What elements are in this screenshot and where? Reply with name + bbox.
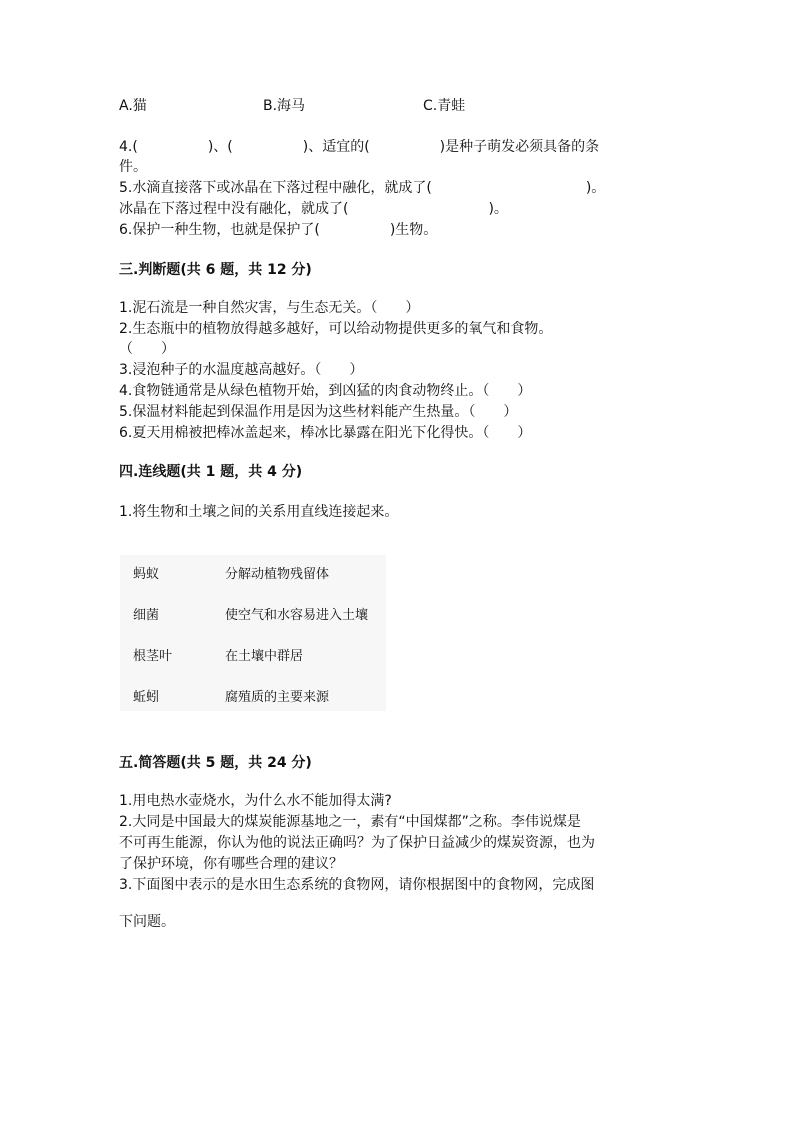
list-item: （ ） [119, 341, 175, 357]
list-item: 3.浸泡种子的水温度越高越好。（ ） [119, 362, 364, 378]
fill-blank-line: 冰晶在下落过程中没有融化，就成了( )。 [119, 201, 508, 217]
list-item: 不可再生能源，你认为他的说法正确吗？为了保护日益减少的煤炭资源，也为 [119, 835, 595, 851]
option-c: C.青蛙 [423, 98, 466, 114]
fill-blank-line: 5.水滴直接落下或冰晶在下落过程中融化，就成了( )。 [119, 180, 606, 196]
match-right-item: 使空气和水容易进入土壤 [225, 608, 369, 623]
list-item: 4.食物链通常是从绿色植物开始，到凶猛的肉食动物终止。（ ） [119, 383, 532, 399]
match-right-item: 腐殖质的主要来源 [225, 690, 330, 705]
list-item: 1.泥石流是一种自然灾害，与生态无关。（ ） [119, 300, 420, 316]
option-b: B.海马 [263, 98, 306, 114]
list-item: 3.下面图中表示的是水田生态系统的食物网，请你根据图中的食物网，完成图 [119, 877, 595, 893]
section-title: 四.连线题(共 1 题，共 4 分) [119, 464, 303, 480]
match-left-item: 蚂蚁 [133, 567, 160, 582]
fill-blank-line: 4.( )、( )、适宜的( )是种子萌发必须具备的条 [119, 139, 600, 155]
table-row [120, 647, 386, 667]
matching-table [120, 555, 386, 711]
section-title: 五.简答题(共 5 题，共 24 分) [119, 755, 312, 771]
list-item: 2.大同是中国最大的煤炭能源基地之一，素有“中国煤都”之称。李伟说煤是 [119, 814, 581, 830]
list-item: 2.生态瓶中的植物放得越多越好，可以给动物提供更多的氧气和食物。 [119, 321, 553, 337]
match-right-item: 分解动植物残留体 [225, 567, 330, 582]
table-row [120, 606, 386, 626]
list-item: 1.用电热水壶烧水，为什么水不能加得太满? [119, 793, 392, 809]
list-item: 5.保温材料能起到保温作用是因为这些材料能产生热量。（ ） [119, 404, 518, 420]
section-title: 三.判断题(共 6 题，共 12 分) [119, 262, 312, 278]
match-left-item: 蚯蚓 [133, 690, 160, 705]
option-a: A.猫 [119, 98, 147, 114]
question-text: 1.将生物和土壤之间的关系用直线连接起来。 [119, 504, 399, 520]
fill-blank-line: 件。 [119, 159, 147, 175]
list-item: 下问题。 [119, 914, 175, 930]
table-row [120, 688, 386, 708]
table-row [120, 565, 386, 585]
list-item: 6.夏天用棉被把棒冰盖起来，棒冰比暴露在阳光下化得快。（ ） [119, 425, 532, 441]
match-right-item: 在土壤中群居 [225, 649, 304, 664]
match-left-item: 细菌 [133, 608, 160, 623]
fill-blank-line: 6.保护一种生物，也就是保护了( )生物。 [119, 222, 438, 238]
match-left-item: 根茎叶 [133, 649, 173, 664]
list-item: 了保护环境，你有哪些合理的建议？ [119, 856, 343, 872]
